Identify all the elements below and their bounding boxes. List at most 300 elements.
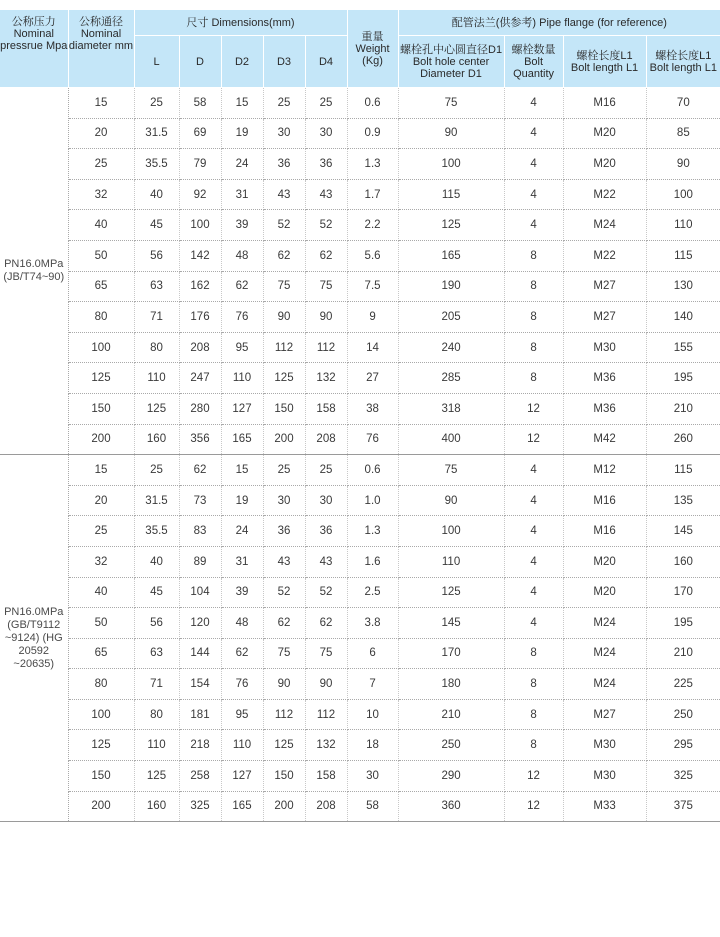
cell-bolt-length: 210 (646, 638, 720, 669)
cell-bolt-length: 250 (646, 699, 720, 730)
cell-d: 58 (179, 88, 221, 119)
cell-nominal-diameter: 65 (68, 638, 134, 669)
cell-bolt-size: M20 (563, 577, 646, 608)
cell-d2: 165 (221, 791, 263, 822)
cell-weight: 1.0 (347, 485, 398, 516)
cell-d: 79 (179, 149, 221, 180)
cell-weight: 1.6 (347, 546, 398, 577)
cell-bolt-size: M30 (563, 332, 646, 363)
cell-nominal-diameter: 25 (68, 149, 134, 180)
cell-l: 110 (134, 363, 179, 394)
cell-l: 56 (134, 240, 179, 271)
cell-nominal-diameter: 150 (68, 761, 134, 792)
cell-bolt-hole-diameter: 318 (398, 393, 504, 424)
cell-weight: 3.8 (347, 608, 398, 639)
table-header (0, 10, 720, 88)
cell-d3: 112 (263, 332, 305, 363)
cell-d4: 208 (305, 791, 347, 822)
cell-bolt-quantity: 8 (504, 638, 563, 669)
cell-d4: 30 (305, 485, 347, 516)
cell-bolt-length: 295 (646, 730, 720, 761)
cell-d: 83 (179, 516, 221, 547)
table-row (0, 669, 720, 700)
cell-nominal-diameter: 20 (68, 118, 134, 149)
cell-d4: 90 (305, 669, 347, 700)
table-row (0, 393, 720, 424)
cell-d3: 150 (263, 761, 305, 792)
cell-l: 40 (134, 546, 179, 577)
cell-weight: 7 (347, 669, 398, 700)
cell-nominal-diameter: 100 (68, 332, 134, 363)
table-row (0, 608, 720, 639)
cell-d3: 200 (263, 424, 305, 455)
cell-d2: 39 (221, 577, 263, 608)
cell-d3: 36 (263, 516, 305, 547)
cell-bolt-size: M27 (563, 271, 646, 302)
bolt-length-header (563, 36, 646, 88)
cell-d: 181 (179, 699, 221, 730)
cell-l: 40 (134, 179, 179, 210)
cell-bolt-hole-diameter: 145 (398, 608, 504, 639)
cell-d3: 43 (263, 546, 305, 577)
cell-bolt-length: 135 (646, 485, 720, 516)
cell-l: 31.5 (134, 485, 179, 516)
cell-d: 208 (179, 332, 221, 363)
cell-d: 144 (179, 638, 221, 669)
cell-nominal-diameter: 32 (68, 546, 134, 577)
cell-bolt-hole-diameter: 115 (398, 179, 504, 210)
cell-bolt-hole-diameter: 75 (398, 88, 504, 119)
cell-bolt-length: 170 (646, 577, 720, 608)
cell-bolt-size: M33 (563, 791, 646, 822)
cell-l: 63 (134, 638, 179, 669)
cell-bolt-size: M27 (563, 699, 646, 730)
cell-bolt-length: 260 (646, 424, 720, 455)
cell-d2: 19 (221, 485, 263, 516)
cell-d3: 52 (263, 210, 305, 241)
cell-l: 125 (134, 393, 179, 424)
cell-d4: 36 (305, 149, 347, 180)
bolt-length-header-en: Bolt length L1 (570, 61, 639, 74)
cell-weight: 10 (347, 699, 398, 730)
cell-bolt-size: M36 (563, 393, 646, 424)
cell-d4: 36 (305, 516, 347, 547)
cell-nominal-diameter: 200 (68, 791, 134, 822)
cell-d3: 112 (263, 699, 305, 730)
weight-header-cn: 重量 (361, 30, 384, 43)
cell-bolt-size: M36 (563, 363, 646, 394)
cell-d3: 125 (263, 363, 305, 394)
cell-d2: 165 (221, 424, 263, 455)
table-row (0, 363, 720, 394)
bolt-qty-header-cn: 螺栓数量 (511, 43, 556, 56)
cell-nominal-diameter: 32 (68, 179, 134, 210)
cell-weight: 7.5 (347, 271, 398, 302)
cell-weight: 1.3 (347, 149, 398, 180)
cell-bolt-quantity: 4 (504, 577, 563, 608)
cell-d: 69 (179, 118, 221, 149)
cell-nominal-diameter: 40 (68, 210, 134, 241)
cell-l: 80 (134, 332, 179, 363)
cell-weight: 18 (347, 730, 398, 761)
col-header-d2: D2 (221, 36, 263, 88)
cell-bolt-size: M20 (563, 118, 646, 149)
cell-d2: 31 (221, 179, 263, 210)
cell-l: 45 (134, 210, 179, 241)
cell-d4: 158 (305, 761, 347, 792)
cell-nominal-diameter: 80 (68, 669, 134, 700)
cell-d2: 24 (221, 149, 263, 180)
table-row (0, 730, 720, 761)
cell-bolt-length: 155 (646, 332, 720, 363)
cell-bolt-quantity: 4 (504, 485, 563, 516)
cell-d3: 90 (263, 669, 305, 700)
cell-weight: 1.7 (347, 179, 398, 210)
cell-d4: 52 (305, 577, 347, 608)
cell-bolt-quantity: 8 (504, 332, 563, 363)
cell-d: 356 (179, 424, 221, 455)
cell-d4: 75 (305, 638, 347, 669)
cell-d2: 62 (221, 271, 263, 302)
cell-l: 25 (134, 455, 179, 486)
cell-l: 31.5 (134, 118, 179, 149)
cell-bolt-size: M30 (563, 730, 646, 761)
table-row (0, 179, 720, 210)
table-row (0, 455, 720, 486)
cell-nominal-diameter: 50 (68, 240, 134, 271)
cell-d4: 62 (305, 240, 347, 271)
cell-weight: 0.6 (347, 88, 398, 119)
cell-d2: 127 (221, 761, 263, 792)
cell-bolt-length: 70 (646, 88, 720, 119)
cell-d4: 132 (305, 730, 347, 761)
cell-bolt-hole-diameter: 360 (398, 791, 504, 822)
cell-bolt-hole-diameter: 240 (398, 332, 504, 363)
cell-bolt-quantity: 4 (504, 118, 563, 149)
cell-bolt-quantity: 4 (504, 546, 563, 577)
cell-d3: 125 (263, 730, 305, 761)
bolt-length-2-header (646, 36, 720, 88)
table-row (0, 485, 720, 516)
cell-d2: 76 (221, 669, 263, 700)
cell-bolt-size: M24 (563, 638, 646, 669)
cell-d: 73 (179, 485, 221, 516)
cell-d2: 110 (221, 363, 263, 394)
cell-bolt-hole-diameter: 190 (398, 271, 504, 302)
table-row (0, 699, 720, 730)
cell-bolt-length: 85 (646, 118, 720, 149)
cell-d3: 62 (263, 240, 305, 271)
cell-d2: 110 (221, 730, 263, 761)
cell-bolt-hole-diameter: 205 (398, 302, 504, 333)
cell-bolt-length: 210 (646, 393, 720, 424)
table-row (0, 577, 720, 608)
bolt-hole-header-en: Bolt hole center Diameter D1 (412, 55, 490, 80)
cell-bolt-quantity: 8 (504, 240, 563, 271)
cell-bolt-length: 115 (646, 455, 720, 486)
cell-d4: 75 (305, 271, 347, 302)
table-row (0, 88, 720, 119)
pressure-header-en: Nominal pressrue Mpa (0, 28, 68, 52)
cell-l: 71 (134, 669, 179, 700)
cell-bolt-hole-diameter: 165 (398, 240, 504, 271)
cell-weight: 6 (347, 638, 398, 669)
table-row (0, 638, 720, 669)
cell-l: 56 (134, 608, 179, 639)
cell-bolt-quantity: 12 (504, 424, 563, 455)
cell-weight: 2.5 (347, 577, 398, 608)
cell-bolt-quantity: 4 (504, 149, 563, 180)
cell-bolt-hole-diameter: 250 (398, 730, 504, 761)
cell-bolt-length: 160 (646, 546, 720, 577)
cell-nominal-diameter: 125 (68, 730, 134, 761)
cell-d: 104 (179, 577, 221, 608)
table-row (0, 516, 720, 547)
cell-d: 258 (179, 761, 221, 792)
cell-d3: 62 (263, 608, 305, 639)
table-row (0, 302, 720, 333)
cell-d3: 150 (263, 393, 305, 424)
cell-bolt-size: M24 (563, 210, 646, 241)
cell-d3: 43 (263, 179, 305, 210)
cell-weight: 14 (347, 332, 398, 363)
cell-bolt-size: M20 (563, 149, 646, 180)
cell-d2: 95 (221, 332, 263, 363)
cell-d3: 90 (263, 302, 305, 333)
bolt-qty-header (504, 36, 563, 88)
cell-d3: 30 (263, 118, 305, 149)
cell-bolt-hole-diameter: 210 (398, 699, 504, 730)
cell-nominal-diameter: 15 (68, 455, 134, 486)
cell-nominal-diameter: 125 (68, 363, 134, 394)
cell-weight: 2.2 (347, 210, 398, 241)
cell-d4: 158 (305, 393, 347, 424)
cell-bolt-size: M30 (563, 761, 646, 792)
cell-d3: 52 (263, 577, 305, 608)
table-row (0, 210, 720, 241)
cell-bolt-hole-diameter: 180 (398, 669, 504, 700)
cell-bolt-quantity: 12 (504, 761, 563, 792)
diameter-header (68, 10, 134, 88)
table-row (0, 546, 720, 577)
cell-bolt-hole-diameter: 75 (398, 455, 504, 486)
cell-weight: 0.9 (347, 118, 398, 149)
cell-d4: 25 (305, 88, 347, 119)
table-row (0, 332, 720, 363)
cell-bolt-hole-diameter: 285 (398, 363, 504, 394)
cell-nominal-diameter: 65 (68, 271, 134, 302)
cell-bolt-quantity: 8 (504, 363, 563, 394)
cell-d: 92 (179, 179, 221, 210)
cell-bolt-quantity: 4 (504, 455, 563, 486)
cell-weight: 0.6 (347, 455, 398, 486)
cell-d: 280 (179, 393, 221, 424)
cell-d2: 48 (221, 240, 263, 271)
cell-nominal-diameter: 20 (68, 485, 134, 516)
cell-weight: 58 (347, 791, 398, 822)
cell-bolt-hole-diameter: 100 (398, 516, 504, 547)
cell-bolt-hole-diameter: 170 (398, 638, 504, 669)
spec-table (0, 10, 720, 822)
flange-header: 配管法兰(供参考) Pipe flange (for reference) (398, 10, 720, 36)
cell-bolt-hole-diameter: 90 (398, 118, 504, 149)
cell-bolt-size: M24 (563, 669, 646, 700)
cell-l: 25 (134, 88, 179, 119)
col-header-d3: D3 (263, 36, 305, 88)
cell-d3: 25 (263, 88, 305, 119)
cell-nominal-diameter: 100 (68, 699, 134, 730)
cell-l: 35.5 (134, 516, 179, 547)
cell-weight: 5.6 (347, 240, 398, 271)
cell-d4: 25 (305, 455, 347, 486)
pressure-group-label: PN16.0MPa (GB/T9112 ~9124) (HG 20592 ~20635) (0, 455, 68, 822)
cell-bolt-length: 100 (646, 179, 720, 210)
cell-d2: 95 (221, 699, 263, 730)
cell-d: 218 (179, 730, 221, 761)
cell-d: 247 (179, 363, 221, 394)
cell-d: 120 (179, 608, 221, 639)
cell-l: 125 (134, 761, 179, 792)
weight-header (347, 10, 398, 88)
cell-bolt-quantity: 12 (504, 393, 563, 424)
cell-d2: 48 (221, 608, 263, 639)
cell-nominal-diameter: 50 (68, 608, 134, 639)
cell-d4: 62 (305, 608, 347, 639)
cell-bolt-length: 375 (646, 791, 720, 822)
cell-d3: 75 (263, 271, 305, 302)
table-row (0, 240, 720, 271)
cell-nominal-diameter: 40 (68, 577, 134, 608)
cell-bolt-length: 195 (646, 363, 720, 394)
pressure-header (0, 10, 68, 88)
cell-l: 63 (134, 271, 179, 302)
cell-d2: 15 (221, 455, 263, 486)
diameter-header-cn: 公称通径 (79, 16, 123, 28)
bolt-hole-header-cn: 螺栓孔中心圆直径D1 (400, 43, 503, 56)
cell-bolt-size: M20 (563, 546, 646, 577)
cell-d: 100 (179, 210, 221, 241)
cell-d: 142 (179, 240, 221, 271)
cell-bolt-hole-diameter: 90 (398, 485, 504, 516)
cell-d4: 90 (305, 302, 347, 333)
bolt-hole-header (398, 36, 504, 88)
bolt-qty-header-en: Bolt Quantity (513, 55, 555, 80)
cell-bolt-length: 90 (646, 149, 720, 180)
cell-d2: 19 (221, 118, 263, 149)
cell-d3: 75 (263, 638, 305, 669)
cell-bolt-size: M24 (563, 608, 646, 639)
cell-d4: 43 (305, 546, 347, 577)
table-row (0, 791, 720, 822)
cell-d4: 132 (305, 363, 347, 394)
cell-d3: 30 (263, 485, 305, 516)
bolt-length-2-header-cn: 螺栓长度L1 (655, 49, 712, 62)
diameter-header-en: Nominal diameter mm (68, 28, 134, 52)
cell-d4: 52 (305, 210, 347, 241)
cell-bolt-length: 195 (646, 608, 720, 639)
cell-bolt-size: M42 (563, 424, 646, 455)
cell-l: 45 (134, 577, 179, 608)
cell-bolt-size: M12 (563, 455, 646, 486)
cell-nominal-diameter: 150 (68, 393, 134, 424)
cell-l: 71 (134, 302, 179, 333)
cell-bolt-hole-diameter: 110 (398, 546, 504, 577)
cell-nominal-diameter: 200 (68, 424, 134, 455)
bolt-length-header-cn: 螺栓长度L1 (576, 49, 633, 62)
cell-d2: 15 (221, 88, 263, 119)
cell-d: 325 (179, 791, 221, 822)
cell-bolt-hole-diameter: 290 (398, 761, 504, 792)
cell-bolt-quantity: 8 (504, 699, 563, 730)
cell-weight: 38 (347, 393, 398, 424)
cell-l: 80 (134, 699, 179, 730)
cell-bolt-quantity: 8 (504, 302, 563, 333)
cell-bolt-quantity: 4 (504, 210, 563, 241)
cell-bolt-size: M27 (563, 302, 646, 333)
cell-bolt-hole-diameter: 400 (398, 424, 504, 455)
cell-bolt-quantity: 8 (504, 669, 563, 700)
cell-d2: 62 (221, 638, 263, 669)
cell-bolt-length: 145 (646, 516, 720, 547)
table-row (0, 424, 720, 455)
cell-d: 176 (179, 302, 221, 333)
table-row (0, 149, 720, 180)
cell-nominal-diameter: 15 (68, 88, 134, 119)
cell-d2: 39 (221, 210, 263, 241)
cell-bolt-length: 225 (646, 669, 720, 700)
cell-d3: 25 (263, 455, 305, 486)
cell-weight: 27 (347, 363, 398, 394)
dimensions-header: 尺寸 Dimensions(mm) (134, 10, 347, 36)
weight-header-en: Weight (Kg) (355, 42, 390, 67)
cell-bolt-size: M16 (563, 516, 646, 547)
bolt-length-2-header-en: Bolt length L1 (649, 61, 717, 74)
cell-d4: 30 (305, 118, 347, 149)
cell-bolt-quantity: 8 (504, 730, 563, 761)
cell-l: 35.5 (134, 149, 179, 180)
cell-weight: 9 (347, 302, 398, 333)
pressure-group-label: PN16.0MPa (JB/T74~90) (0, 88, 68, 455)
cell-l: 160 (134, 424, 179, 455)
cell-d: 154 (179, 669, 221, 700)
cell-bolt-hole-diameter: 125 (398, 210, 504, 241)
cell-d2: 31 (221, 546, 263, 577)
cell-d: 162 (179, 271, 221, 302)
cell-bolt-quantity: 8 (504, 271, 563, 302)
cell-d3: 200 (263, 791, 305, 822)
cell-d2: 127 (221, 393, 263, 424)
cell-bolt-length: 115 (646, 240, 720, 271)
cell-nominal-diameter: 80 (68, 302, 134, 333)
table-body (0, 88, 720, 822)
cell-bolt-size: M22 (563, 179, 646, 210)
cell-bolt-size: M22 (563, 240, 646, 271)
cell-l: 160 (134, 791, 179, 822)
cell-bolt-quantity: 4 (504, 88, 563, 119)
table-row (0, 271, 720, 302)
cell-l: 110 (134, 730, 179, 761)
cell-d: 62 (179, 455, 221, 486)
cell-nominal-diameter: 25 (68, 516, 134, 547)
cell-bolt-quantity: 4 (504, 516, 563, 547)
cell-bolt-size: M16 (563, 485, 646, 516)
cell-d4: 208 (305, 424, 347, 455)
cell-weight: 76 (347, 424, 398, 455)
cell-d3: 36 (263, 149, 305, 180)
cell-d4: 112 (305, 699, 347, 730)
table-row (0, 118, 720, 149)
cell-d2: 76 (221, 302, 263, 333)
